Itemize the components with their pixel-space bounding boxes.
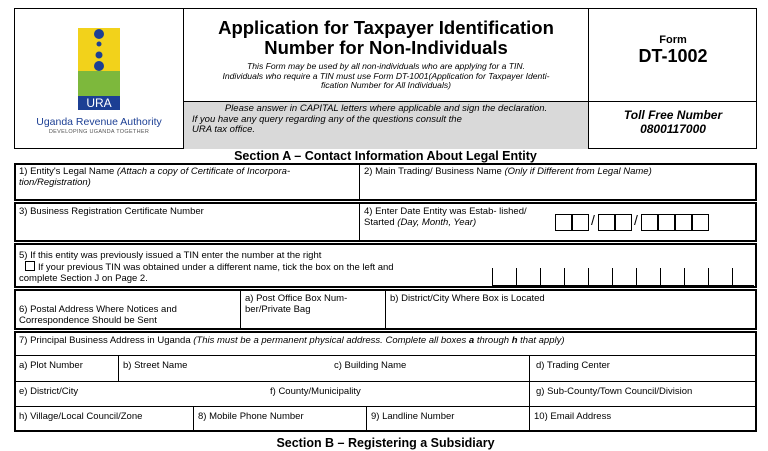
tin-tick [564,268,565,286]
trading-name-note: (Only if Different from Legal Name) [504,166,652,177]
instruction-2: If you have any query regarding any of the questions consult the [192,113,462,125]
mobile-phone-field[interactable]: 8) Mobile Phone Number [198,411,304,422]
principal-address-note-a: (This must be a permanent physical address. Complete all boxes [193,335,469,346]
principal-address-note-e: that apply) [517,335,565,346]
form-number-block [589,8,757,102]
row4-divider-1 [240,289,241,330]
instruction-1: Please answer in CAPITAL letters where applicable and sign the declaration. [224,103,548,114]
date-year-2[interactable] [658,214,675,231]
instruction-block [184,102,589,149]
row2-divider [359,202,360,242]
trading-name-field[interactable] [361,164,755,179]
principal-address-label [16,333,754,348]
tollfree-label: Toll Free Number [623,108,723,122]
po-box-field[interactable]: a) Post Office Box Num- ber/Private Bag [245,293,348,315]
principal-address-note-c: through [474,335,512,346]
ar1-div-2 [529,355,530,381]
tollfree-number: 0800117000 [640,122,706,136]
instruction-3: URA tax office. [192,124,256,135]
ar3-div-2 [366,406,367,432]
previous-tin-line1: 5) If this entity was previously issued a TIN enter the number at the right [19,250,322,261]
logo-acronym: URA [86,96,112,110]
previous-tin-line3: complete Section J on Page 2. [19,273,148,284]
date-established-text: 4) Enter Date Entity was Estab- lished/ Started [364,206,527,228]
title-block [184,8,589,102]
tin-tick [492,268,493,286]
tin-tick [732,268,733,286]
date-established-note: (Day, Month, Year) [397,217,477,228]
tin-tick [708,268,709,286]
tollfree-block [589,102,757,149]
plot-number-field[interactable]: a) Plot Number [19,360,83,371]
section-a-title: Section A – Contact Information About Legal Entity [234,149,537,163]
street-name-field[interactable]: b) Street Name [123,360,188,371]
ar1-div-1 [118,355,119,381]
principal-address-note-d: h [511,335,518,346]
district-city-field[interactable]: e) District/City [19,386,79,397]
county-municipality-field[interactable]: f) County/Municipality [270,386,361,397]
form-title-line1: Application for Taxpayer Identification [218,17,554,38]
tin-tick [540,268,541,286]
previous-tin-boxes[interactable] [492,268,754,286]
address-row-line-1 [14,355,757,356]
form-label: Form [659,34,687,46]
tin-tick [588,268,589,286]
tin-tick [516,268,517,286]
tin-tick [684,268,685,286]
sub-county-field[interactable]: g) Sub-County/Town Council/Division [536,386,693,397]
business-registration-field[interactable]: 3) Business Registration Certificate Number [19,206,204,217]
date-slash-2: / [634,212,638,228]
date-day-1[interactable] [555,214,572,231]
entity-legal-name-field[interactable] [16,164,356,190]
form-number: DT-1002 [638,46,708,66]
village-field[interactable]: h) Village/Local Council/Zone [19,411,143,422]
previous-tin-line2: If your previous TIN was obtained under a different name, tick the box on the left and [38,262,394,273]
form-note-1: This Form may be used by all non-individuals who are applying for a TIN. [247,61,525,71]
date-month-2[interactable] [615,214,632,231]
address-row-line-3 [14,406,757,407]
trading-center-field[interactable]: d) Trading Center [536,360,610,371]
date-year-4[interactable] [692,214,709,231]
principal-address-text: 7) Principal Business Address in Uganda [19,335,194,346]
previous-tin-text [16,248,496,286]
section-b-title: Section B – Registering a Subsidiary [276,436,495,450]
date-month-1[interactable] [598,214,615,231]
row4-divider-2 [385,289,386,330]
form-note-3: fication Number for All Individuals) [320,80,452,90]
box-district-field[interactable]: b) District/City Where Box is Located [390,293,545,304]
tin-tick [612,268,613,286]
tin-tick [660,268,661,286]
trading-name-label: 2) Main Trading/ Business Name [364,166,505,177]
principal-address-note-b: a [468,335,475,346]
logo-tagline: DEVELOPING UGANDA TOGETHER [48,129,150,135]
ar3-div-3 [529,406,530,432]
tin-tick [636,268,637,286]
ura-logo-icon [14,8,184,120]
logo-block [14,8,184,149]
date-year-1[interactable] [641,214,658,231]
form-note-2: Individuals who require a TIN must use Form DT-1001(Application for Taxpayer Identi- [222,70,550,81]
ar3-div-1 [193,406,194,432]
date-slash-1: / [591,212,595,228]
date-day-2[interactable] [572,214,589,231]
form-title-line2: Number for Non-Individuals [264,37,508,58]
entity-legal-name-note: (Attach a copy of Certificate of Incorpora- tion/Registration) [19,166,291,188]
landline-field[interactable]: 9) Landline Number [371,411,455,422]
entity-legal-name-label: 1) Entity's Legal Name [19,166,117,177]
date-year-3[interactable] [675,214,692,231]
email-address-field[interactable]: 10) Email Address [534,411,612,422]
logo-name: Uganda Revenue Authority [36,116,162,128]
row1-divider [359,163,360,201]
postal-address-label: 6) Postal Address Where Notices and Correspondence Should be Sent [19,304,177,326]
date-established-label [361,204,551,230]
ar2-div-1 [529,381,530,406]
building-name-field[interactable]: c) Building Name [334,360,407,371]
different-name-checkbox[interactable] [25,261,35,271]
address-row-line-2 [14,381,757,382]
